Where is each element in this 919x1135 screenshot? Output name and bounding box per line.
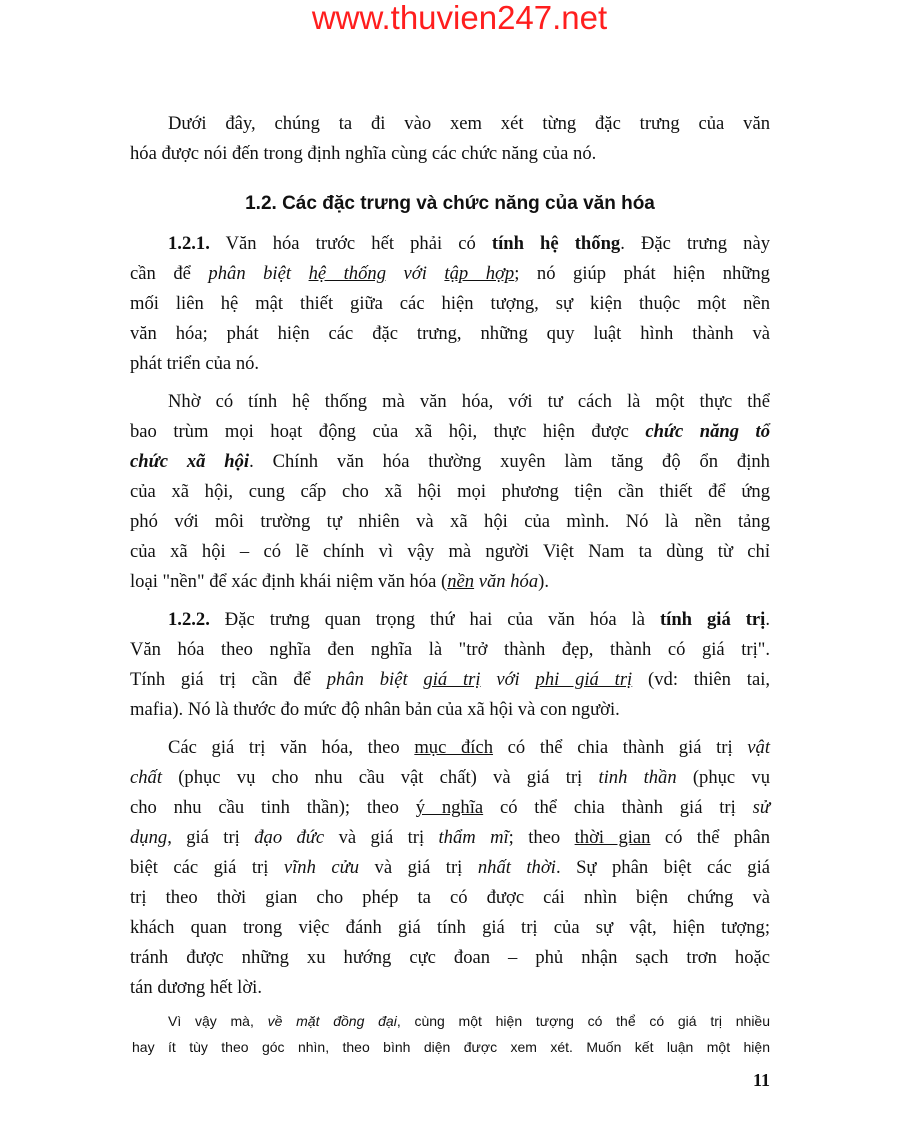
s121-line-4: văn hóa; phát hiện các đặc trưng, những quy luật hình thành và	[130, 323, 770, 344]
text-italic: tinh thần	[598, 767, 677, 788]
p5-line-2: hay ít tùy theo góc nhìn, theo bình diện được xem xét. Muốn kết luận một hiện	[132, 1039, 770, 1055]
term-nen: nền	[447, 571, 475, 592]
text: (phục vụ cho nhu cầu vật chất) và giá trị	[162, 767, 599, 788]
term-tinh-gia-tri: tính giá trị	[659, 609, 766, 630]
term-chuc-xa-hoi: chức xã hội	[130, 451, 250, 472]
text: cho nhu cầu tinh thần); theo	[130, 797, 416, 818]
intro-line-1: Dưới đây, chúng ta đi vào xem xét từng đặc trưng của văn	[168, 113, 770, 134]
s121-line-3: mối liên hệ mật thiết giữa các hiện tượng, sự kiện thuộc một nền	[130, 293, 770, 314]
p2-line-6: của xã hội – có lẽ chính vì vậy mà người Việt Nam ta dùng từ chỉ	[130, 541, 770, 562]
text: Vì vậy mà,	[168, 1013, 268, 1029]
text-italic: chất	[130, 767, 163, 788]
text: . Chính văn hóa thường xuyên làm tăng độ ổn định	[249, 451, 770, 472]
text: và giá trị	[359, 857, 478, 878]
s122-line-1	[168, 606, 770, 634]
text: ).	[538, 571, 549, 592]
text: cần để	[130, 263, 209, 284]
page-number: 11	[752, 1070, 770, 1090]
text-italic: văn hóa	[474, 571, 539, 592]
p2-line-5: phó với môi trường tự nhiên và xã hội của mình. Nó là nền tảng	[130, 511, 770, 532]
text-italic: sử	[752, 797, 770, 818]
text: (phục vụ	[676, 767, 770, 788]
term-chuc-nang: chức năng tổ	[645, 421, 770, 442]
p2-line-2	[130, 418, 770, 446]
text-italic: vật	[747, 737, 770, 758]
text: . Đặc trưng này	[620, 233, 771, 254]
term-muc-dich: mục đích	[414, 737, 494, 758]
p4-line-7: khách quan trong việc đánh giá tính giá trị của sự vật, hiện tượng;	[130, 917, 770, 938]
text-italic: với	[403, 263, 427, 284]
text-italic: nhất thời	[477, 857, 556, 878]
s121-line-1	[168, 230, 770, 258]
text: Tính giá trị cần để	[130, 669, 327, 690]
p4-line-5	[130, 854, 770, 882]
text: có thể chia thành giá trị	[493, 737, 748, 758]
text: .	[765, 609, 770, 630]
intro-line-2: hóa được nói đến trong định nghĩa cùng các chức năng của nó.	[130, 143, 597, 164]
text-italic: phân biệt	[208, 263, 292, 284]
term-tap-hop: tập hợp	[444, 263, 515, 284]
section-heading: 1.2. Các đặc trưng và chức năng của văn hóa	[245, 193, 655, 214]
text-italic: phân biệt	[326, 669, 408, 690]
s122-number: 1.2.2.	[168, 609, 210, 630]
text: ; nó giúp phát hiện những	[514, 263, 770, 284]
text: và giá trị	[324, 827, 439, 848]
s122-line-4: mafia). Nó là thước đo mức độ nhân bản của xã hội và con người.	[130, 699, 620, 720]
s121-line-5: phát triển của nó.	[130, 353, 260, 374]
text-italic: đạo đức	[254, 827, 325, 848]
p4-line-3	[130, 794, 770, 822]
text: bao trùm mọi hoạt động của xã hội, thực hiện được	[130, 421, 646, 442]
s122-line-3	[130, 666, 770, 694]
p2-line-1: Nhờ có tính hệ thống mà văn hóa, với tư cách là một thực thể	[168, 391, 770, 412]
text: , giá trị	[167, 827, 255, 848]
p4-line-2	[130, 764, 770, 792]
term-y-nghia: ý nghĩa	[415, 797, 484, 818]
text-italic: với	[496, 669, 520, 690]
text: ; theo	[508, 827, 575, 848]
text: biệt các giá trị	[130, 857, 284, 878]
p4-line-9: tán dương hết lời.	[130, 977, 262, 998]
p4-line-8: tránh được những xu hướng cực đoan – phủ nhận sạch trơn hoặc	[130, 947, 770, 968]
term-thoi-gian: thời gian	[574, 827, 651, 848]
term-tinh-he-thong: tính hệ thống	[491, 233, 621, 254]
p4-line-1	[168, 734, 770, 762]
text: Đặc trưng quan trọng thứ hai của văn hóa là	[209, 609, 660, 630]
term-he-thong: hệ thống	[308, 263, 386, 284]
text: có thể phân	[650, 827, 771, 848]
s121-line-2	[130, 260, 770, 288]
p2-line-7	[130, 568, 770, 596]
term-phi-gia-tri: phi giá trị	[535, 669, 633, 690]
p2-line-3	[130, 448, 770, 476]
text-italic: dụng	[130, 827, 168, 848]
text: Các giá trị văn hóa, theo	[168, 737, 415, 758]
p4-line-6: trị theo thời gian cho phép ta có được cái nhìn biện chứng và	[130, 887, 770, 908]
text: (vd: thiên tai,	[632, 669, 771, 690]
p2-line-4: của xã hội, cung cấp cho xã hội mọi phương tiện cần thiết để ứng	[130, 481, 770, 502]
text-italic: về mặt đồng đại	[267, 1013, 397, 1029]
p5-line-1	[168, 1010, 770, 1032]
s122-line-2: Văn hóa theo nghĩa đen nghĩa là "trở thành đẹp, thành có giá trị".	[130, 639, 770, 660]
watermark: www.thuvien247.net	[311, 0, 608, 36]
text: . Sự phân biệt các giá	[555, 857, 770, 878]
text: có thể chia thành giá trị	[483, 797, 753, 818]
text-italic: thẩm mĩ	[438, 827, 509, 848]
text: Văn hóa trước hết phải có	[209, 233, 492, 254]
s121-number: 1.2.1.	[168, 233, 210, 254]
text: loại "nền" để xác định khái niệm văn hóa (	[130, 571, 448, 592]
text: , cùng một hiện tượng có thể có giá trị nhiều	[396, 1013, 770, 1029]
term-gia-tri: giá trị	[423, 669, 481, 690]
p4-line-4	[130, 824, 770, 852]
text-italic: vĩnh cửu	[283, 857, 360, 878]
